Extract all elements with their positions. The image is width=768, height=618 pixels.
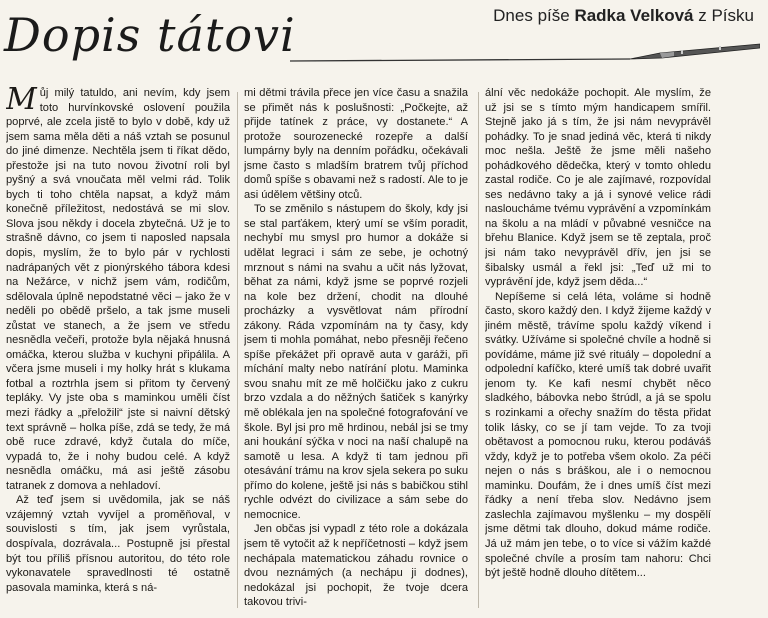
paragraph: Nepíšeme si celá léta, voláme si hodně často, skoro každý den. I když žijeme každý v jiném městě, trávíme spolu každý víkend i svátky. Užíváme si společné chvíle a hodně si povídáme, máme již své rituály – dopolední a odpolední kafíčko, které umíš tak dobré uvařit jenom ty. Ke kafi nesmí chybět něco sladkého, bábovka nebo štrúdl, a já se spolu s rozinkami a ořechy snažím do těsta přidat tolik lásky, co se jí tam vejde. To za tvoji obětavost a pomocnou ruku, kterou podáváš vždy, když je to potřeba všem okolo. Za péči nejen o nás s bráškou, ale i o nemocnou maminku. Doufám, že i dnes umíš číst mezi řádky a není třeba slov. Nedávno jsem zaslechla zajímavou myšlenku – my dospělí jsme dětmi tak dlouho, dokud máme rodiče. Já už mám jen tebe, o to více si vážím každé společné chvíle a prosím tam nahoru: Chci být ještě hodně dlouho dítětem... bbox=[485, 290, 711, 580]
paragraph: To se změnilo s nástupem do školy, kdy jsi se stal parťákem, který umí se vším poradit, nechybí mu smysl pro humor a dokáže si udělat legraci i sám ze sebe, je ochotný mrznout s námi na svahu a učit nás lyžovat, běhat za námi, když jsme se poprvé rozjeli na kole bez držení, chodit na dlouhé procházky a vysvětlovat nám přírodní zákony. Ráda vzpomínám na ty časy, kdy jsem ti mohla pomáhat, nebo přesněji řečeno spíše překážet při opravě auta v garáži, při míchání malty nebo natírání plotu. Maminka svou snahu mít ze mě holčičku jako z cukru brzo vzdala a do něžných šatiček s kanýrky mě oblékala jen na společné fotografování ve škole. Byl jsi pro mě hrdinou, nebál jsi se tmy ani houkání sýčka v noci na naší chalupě na samotě u lesa. A když ti tam jednou při otesávání trámu na krov sjela sekera po suku přímo do kolene, ještě jsi nás s babičkou stihl rychle odvézt do civilizace a sám sebe do nemocnice. bbox=[244, 203, 468, 521]
article-column-3 bbox=[485, 86, 711, 612]
paragraph: Jen občas jsi vypadl z této role a dokázala jsem tě vytočit až k nepříčetnosti – když jsem nechápala matematickou záhadu rovnice o dvou neznámých (a nechápu ji dodnes), nedokázal jsi pochopit, že tvoje dcera takovou trivi- bbox=[244, 523, 468, 609]
byline bbox=[493, 6, 754, 26]
article-title: Dopis tátovi bbox=[4, 8, 296, 62]
column-divider bbox=[237, 92, 238, 608]
paragraph: mi dětmi trávila přece jen více času a snažila se přimět nás k poslušnosti: „Počkejte, až přijde tatínek z práce, vy dostanete.“ A protože sourozenecké rozepře a další lumpárny byly na denním pořádku, očekávali jsme často s mladším bratrem tvůj příchod domů spíše s obavami než s radostí. Ale to je asi údělem většiny otců. bbox=[244, 87, 468, 201]
byline-suffix: z Písku bbox=[698, 6, 754, 25]
byline-prefix: Dnes píše bbox=[493, 6, 570, 25]
column-divider bbox=[478, 92, 479, 608]
paragraph: Můj milý tatuldo, ani nevím, kdy jsem toto hurvínkovské oslovení použila poprvé, ale zcela jistě to bylo v době, kdy už jsem sama měla děti a náš vztah se posunul do jiné dimenze. Nechtěla jsem ti říkat dědo, přestože jsi na tuto novou životní roli byl pyšný a svá vnoučata měl velmi rád. Tolik bych ti toho chtěla napsat, a když mám konečně příležitost, nedostává se mi slov. Slova jsou někdy i docela zbytečná. Už je to strašně dávno, co jsem ti naposled napsala dopis, myslím, že to bylo pár v rychlosti nadrápaných vět z pionýrského tábora kdesi na Nežárce, v nichž jsem vám, rodičům, sdělovala úplně nepodstatné věci – jako že v neděli po obědě pršelo, a tak jsme museli zůstat ve stanech, a že jsem ve středu nesnědla večeři, protože byla nějaká hnusná omáčka, kterou služba v kuchyni připálila. A včera jsme museli i my holky hrát s klukama fotbal a roztrhla jsem si přitom ty červený tepláky. Vy jste oba s maminkou uměli číst mezi řádky a „přeložili“ jste si naivní dětský text správně – holka píše, zdá se tedy, že má obě ruce zdravé, když čutala do míče, vypadá to, že i nohy budou celé. A když nesnědla omáčku, má asi ještě zásobu tatranek z domova a nehladoví. bbox=[6, 86, 230, 492]
author-name: Radka Velková bbox=[574, 6, 694, 25]
drop-cap: M bbox=[6, 86, 37, 117]
paragraph: ální věc nedokáže pochopit. Ale myslím, že už jsi se s tímto mým handicapem smířil. Stejně jako já s tím, že jsi nám nevyprávěl pohádky. To je snad jediná věc, která ti nikdy moc nešla. Ještě že jsme měli našeho pohádkového dědečka, který v tomto ohledu zastal rodiče. Co je ale zajímavé, rozpovídal ses nedávno taky a já i synové velice rádi nasloucháme tvému vyprávění a vzpomínkám na školu a na mládí v půvabné vesničce na břehu Blanice. Když jsem se tě zeptala, proč jsi nám tako nevyprávěl dřív, jen jsi se šibalsky usmál a řekl jsi: „Teď už mi to vyprávění jde, když jsem děda...“ bbox=[485, 87, 711, 289]
paragraph: Až teď jsem si uvědomila, jak se náš vzájemný vztah vyvíjel a proměňoval, v souvislosti s tím, jak jsem vyrůstala, dospívala, dozrávala... Postupně jsi přestal být tou příliš přísnou autoritou, do této role vykonavatele spravedlnosti té ostatně pasovala maminka, která s ná- bbox=[6, 494, 230, 594]
article-column-1 bbox=[6, 86, 230, 612]
article-column-2 bbox=[244, 86, 468, 612]
fountain-pen-icon bbox=[290, 28, 760, 68]
